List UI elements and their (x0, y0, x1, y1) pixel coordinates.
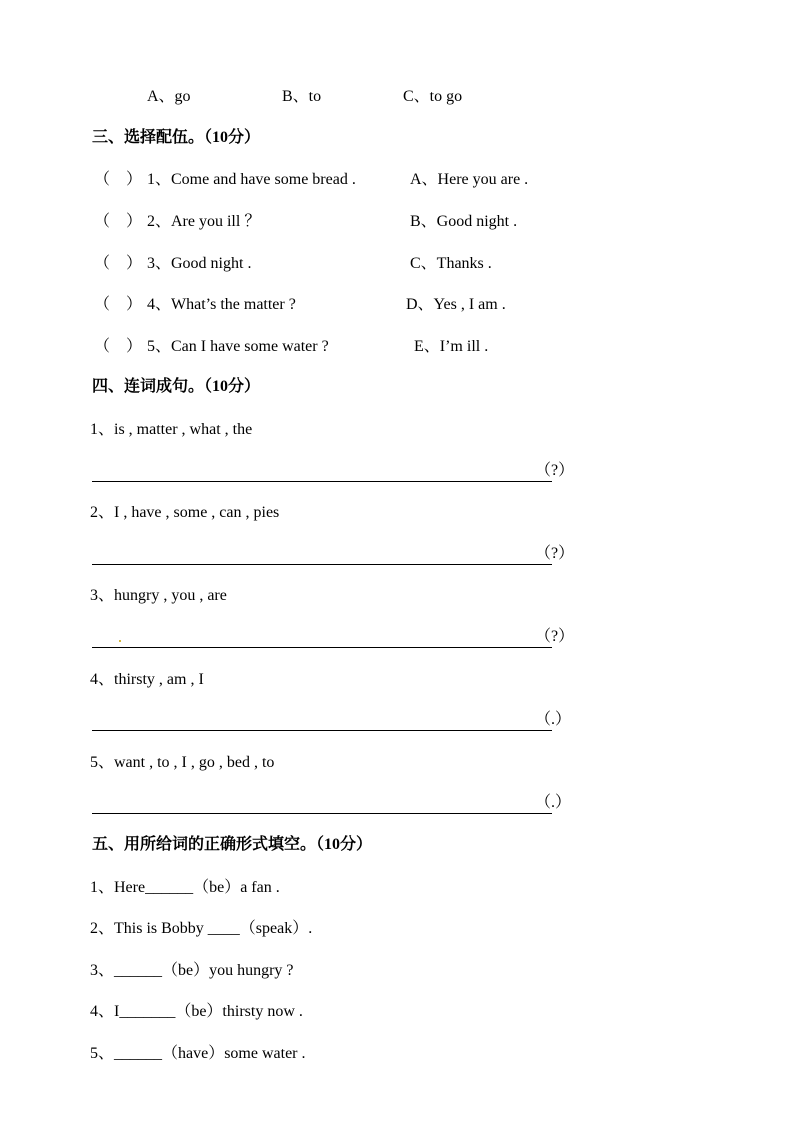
match-question: 4、What’s the matter ? (147, 296, 296, 313)
match-question: 2、Are you ill ？ (147, 213, 261, 230)
answer-line[interactable] (92, 730, 552, 731)
match-blank: （ ） (94, 338, 143, 355)
match-answer: A、Here you are . (410, 171, 529, 188)
match-answer: E、I’m ill . (414, 338, 489, 355)
answer-line[interactable] (92, 481, 552, 482)
scrambled-words: 1、is , matter , what , the (90, 421, 253, 438)
scrambled-words: 5、want , to , I , go , bed , to (90, 754, 275, 771)
match-question: 5、Can I have some water ? (147, 338, 329, 355)
fill-blank-item: 1、Here______（be）a fan . (90, 879, 280, 896)
stray-dot (119, 640, 121, 642)
section4-title: 四、连词成句。（10分） (92, 378, 261, 395)
end-punctuation: （.） (535, 794, 572, 811)
match-answer: C、Thanks . (410, 255, 492, 272)
answer-line[interactable] (92, 813, 552, 814)
section3-title: 三、选择配伍。（10分） (92, 129, 261, 146)
answer-line[interactable] (92, 564, 552, 565)
scrambled-words: 2、I , have , some , can , pies (90, 504, 280, 521)
end-punctuation: （?） (535, 628, 575, 645)
option-b: B、to (282, 88, 322, 105)
scrambled-words: 3、hungry , you , are (90, 587, 227, 604)
end-punctuation: （?） (535, 545, 575, 562)
match-answer: D、Yes , I am . (406, 296, 506, 313)
fill-blank-item: 5、______（have）some water . (90, 1045, 306, 1062)
option-a: A、go (147, 88, 191, 105)
fill-blank-item: 3、______（be）you hungry ? (90, 962, 294, 979)
section5-title: 五、用所给词的正确形式填空。（10分） (92, 836, 373, 853)
scrambled-words: 4、thirsty , am , I (90, 671, 204, 688)
match-blank: （ ） (94, 296, 143, 313)
match-blank: （ ） (94, 213, 143, 230)
option-c: C、to go (403, 88, 463, 105)
match-question: 1、Come and have some bread . (147, 171, 356, 188)
match-answer: B、Good night . (410, 213, 518, 230)
end-punctuation: （?） (535, 462, 575, 479)
answer-line[interactable] (92, 647, 552, 648)
end-punctuation: （.） (535, 711, 572, 728)
match-question: 3、Good night . (147, 255, 252, 272)
match-blank: （ ） (94, 255, 143, 272)
fill-blank-item: 4、I_______（be）thirsty now . (90, 1003, 303, 1020)
match-blank: （ ） (94, 171, 143, 188)
fill-blank-item: 2、This is Bobby ____（speak）. (90, 920, 313, 937)
